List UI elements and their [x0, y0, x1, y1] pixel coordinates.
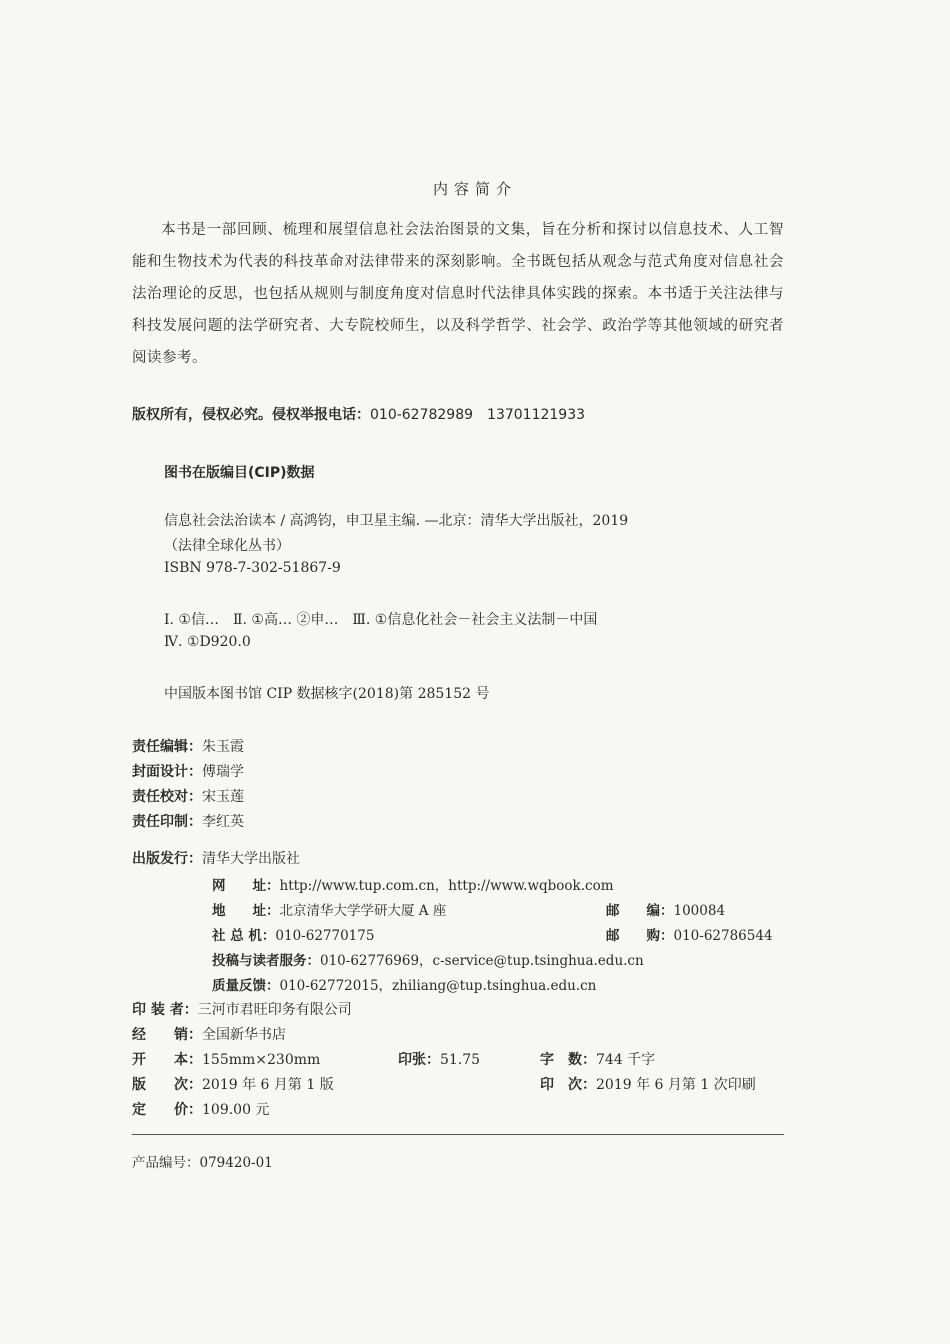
publisher-mail-order: 邮 购：010-62786544 — [606, 928, 773, 944]
publisher-address: 地 址：北京清华大学学研大厦 A 座 — [212, 903, 447, 919]
format-size: 开 本：155mm×230mm — [132, 1052, 321, 1068]
credit-proofreader: 责任校对：宋玉莲 — [132, 789, 244, 805]
page-title: 内容简介 — [432, 180, 517, 198]
copyright-notice — [132, 404, 585, 424]
copyright-label: 版权所有，侵权必究。侵权举报电话： — [132, 407, 370, 423]
cip-heading: 图书在版编目(CIP)数据 — [164, 465, 315, 481]
cip-line-6: 中国版本图书馆 CIP 数据核字(2018)第 285152 号 — [164, 686, 490, 702]
publisher-website: 网 址：http://www.tup.com.cn，http://www.wqbook.com — [212, 878, 614, 894]
publisher-switchboard: 社 总 机：010-62770175 — [212, 928, 375, 944]
word-count: 字 数：744 千字 — [540, 1052, 656, 1068]
product-number: 产品编号：079420-01 — [132, 1155, 273, 1171]
edition: 版 次：2019 年 6 月第 1 版 — [132, 1077, 334, 1093]
print-sheets: 印张：51.75 — [398, 1052, 481, 1068]
credit-cover-design: 封面设计：傅瑞学 — [132, 764, 244, 780]
publisher-postcode: 邮 编：100084 — [606, 903, 726, 919]
cip-line-5: Ⅳ. ①D920.0 — [164, 634, 251, 650]
report-phones: 010-62782989 13701121933 — [370, 407, 586, 423]
price: 定 价：109.00 元 — [132, 1102, 270, 1118]
printer: 印 装 者：三河市君旺印务有限公司 — [132, 1002, 352, 1018]
book-summary: 本书是一部回顾、梳理和展望信息社会法治图景的文集，旨在分析和探讨以信息技术、人工智能和生物技术为代表的科技革命对法律带来的深刻影响。全书既包括从观念与范式角度对信息社会法治理论的反思，也包括从规则与制度角度对信息时代法律具体实践的探索。本书适于关注法律与科技发展问题的法学研究者、大专院校师生，以及科学哲学、社会学、政治学等其他领域的研究者阅读参考。 — [132, 222, 784, 366]
credit-editor: 责任编辑：朱玉霞 — [132, 739, 244, 755]
distributor: 经 销：全国新华书店 — [132, 1027, 286, 1043]
cip-line-1: 信息社会法治读本 / 高鸿钧，申卫星主编. —北京：清华大学出版社，2019 — [164, 513, 629, 529]
divider — [132, 1134, 784, 1135]
credit-printing-supervisor: 责任印制：李红英 — [132, 814, 244, 830]
impression: 印 次：2019 年 6 月第 1 次印刷 — [540, 1077, 756, 1093]
publisher: 出版发行：清华大学出版社 — [132, 851, 300, 867]
cip-line-4: Ⅰ. ①信… Ⅱ. ①高… ②申… Ⅲ. ①信息化社会－社会主义法制－中国 — [164, 612, 598, 628]
cip-line-2: （法律全球化丛书） — [164, 538, 290, 554]
cip-line-3: ISBN 978-7-302-51867-9 — [164, 560, 341, 576]
quality-feedback: 质量反馈：010-62772015，zhiliang@tup.tsinghua.edu.cn — [212, 978, 597, 994]
reader-service: 投稿与读者服务：010-62776969，c-service@tup.tsinghua.edu.cn — [212, 953, 644, 969]
